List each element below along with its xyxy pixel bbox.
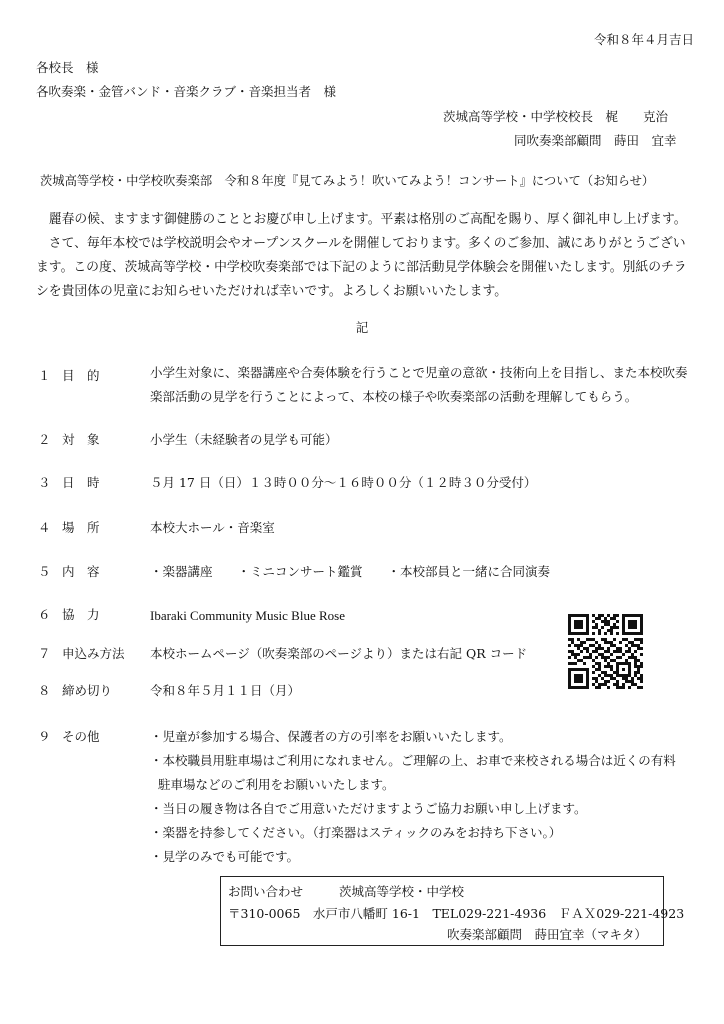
item-label: 締め切り [62, 683, 113, 698]
contact-school-name: 茨城高等学校・中学校 [339, 884, 465, 899]
item-number: ２ [38, 432, 51, 447]
item-value: ・楽器講座 ・ミニコンサート鑑賞 ・本校部員と一緒に合同演奏 [150, 564, 551, 579]
contact-address-phone: 〒310-0065 水戸市八幡町 16-1 TEL029-221-4936 ＦＡＸ029-221-4923 [228, 906, 685, 921]
item-number: ９ [38, 729, 51, 744]
item-value: 本校大ホール・音楽室 [150, 520, 275, 535]
note-line: ・楽器を持参してください。（打楽器はスティックのみをお持ち下さい。） [150, 825, 562, 840]
item-value: ５月 17 日（日）１３時００分～１６時００分（１２時３０分受付） [150, 475, 537, 490]
sender-line-1: 茨城高等学校・中学校校長 梶 克治 [443, 109, 669, 124]
item-label: 場 所 [62, 520, 100, 535]
item-label: 目 的 [62, 368, 100, 383]
item-label: その他 [62, 729, 100, 744]
sender-line-2: 同吹奏楽部顧問 蒔田 宜幸 [514, 133, 677, 148]
greeting-paragraph: 麗春の候、ますます御健勝のこととお慶び申し上げます。平素は格別のご高配を賜り、厚く御礼申し上げます。 [36, 212, 687, 227]
item-value: 本校ホームページ（吹奏楽部のページより）または右記 QR コード [150, 646, 528, 661]
item-number: ８ [38, 683, 51, 698]
item-label: 対 象 [62, 432, 100, 447]
document-title: 茨城高等学校・中学校吹奏楽部 令和８年度『見てみよう！吹いてみよう！コンサート』について（お知らせ） [40, 174, 655, 188]
item-label: 協 力 [62, 607, 100, 622]
note-line: ・児童が参加する場合、保護者の方の引率をお願いいたします。 [150, 729, 512, 744]
recipient-line-2: 各吹奏楽・金管バンド・音楽クラブ・音楽担当者 様 [36, 84, 337, 99]
contact-person: 吹奏楽部顧問 蒔田宜幸（マキタ） [447, 927, 647, 942]
item-label: 内 容 [62, 564, 100, 579]
item-label: 日 時 [62, 475, 100, 490]
item-number: ３ [38, 475, 51, 490]
item-value: 小学生対象に、楽器講座や合奏体験を行うことで児童の意欲・技術向上を目指し、また本校吹奏楽部活動の見学を行うことによって、本校の様子や吹奏楽部の活動を理解してもらう。 [150, 365, 688, 404]
item-number: ６ [38, 607, 51, 622]
item-number: ４ [38, 520, 51, 535]
note-line: 駐車場などのご利用をお願いいたします。 [158, 777, 395, 792]
item-number: ７ [38, 646, 51, 661]
item-value: 令和８年５月１１日（月） [150, 683, 301, 698]
note-line: ・見学のみでも可能です。 [150, 849, 300, 864]
item-value: Ibaraki Community Music Blue Rose [150, 608, 345, 623]
ki-heading: 記 [355, 320, 369, 335]
note-line: ・当日の履き物は各自でご用意いただけますようご協力お願い申し上げます。 [150, 801, 587, 816]
item-value: 小学生（未経験者の見学も可能） [150, 432, 338, 447]
note-line: ・本校職員用駐車場はご利用になれません。ご理解の上、お車で来校される場合は近くの有料 [150, 753, 676, 768]
date: 令和８年４月吉日 [593, 32, 694, 47]
item-label: 申込み方法 [62, 646, 125, 661]
item-number: ５ [38, 564, 51, 579]
contact-box [220, 876, 685, 946]
body-paragraph: さて、毎年本校では学校説明会やオープンスクールを開催しております。多くのご参加、誠にありがとうございます。この度、茨城高等学校・中学校吹奏楽部では下記のように部活動見学体験会を開催いたします。別紙のチラシを貴団体の児童にお知らせいただければ幸いです。よろしくお願いいたします。 [36, 236, 687, 299]
recipient-line-1: 各校長 様 [36, 60, 99, 75]
item-number: １ [38, 368, 51, 383]
contact-label: お問い合わせ [228, 884, 304, 899]
qr-code-image[interactable] [568, 614, 643, 689]
